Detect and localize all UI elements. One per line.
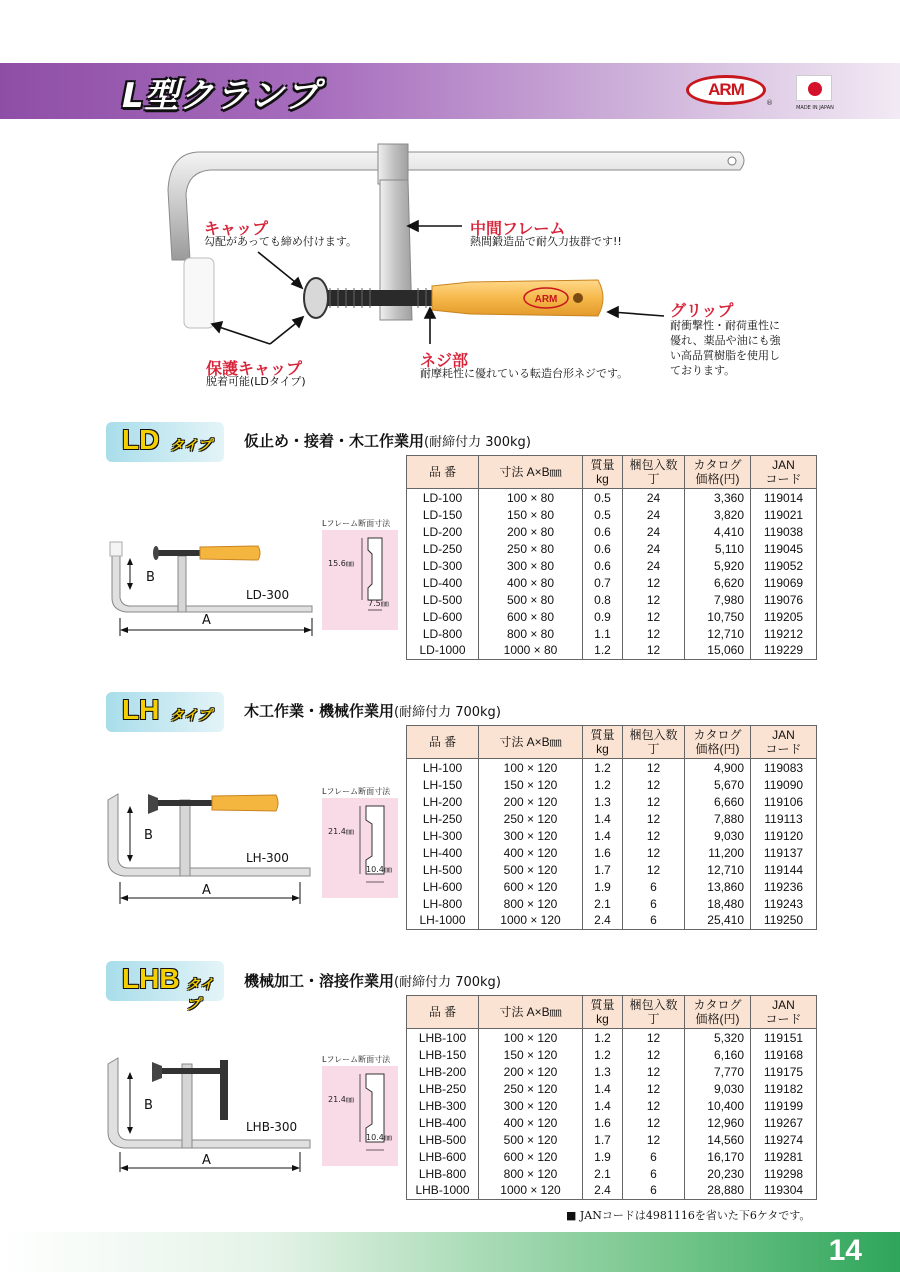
jan-cell: 119076 (751, 591, 817, 608)
part-no-cell: LH-400 (407, 844, 479, 861)
pack-cell: 24 (623, 540, 685, 557)
price-cell: 12,960 (685, 1114, 751, 1131)
weight-cell: 1.2 (583, 642, 623, 659)
part-no-cell: LD-1000 (407, 642, 479, 659)
part-no-cell: LHB-200 (407, 1063, 479, 1080)
part-no-cell: LHB-800 (407, 1165, 479, 1182)
cap-callout-title: キャップ (204, 219, 269, 238)
size-cell: 400 × 120 (479, 1114, 583, 1131)
pack-cell: 12 (623, 642, 685, 659)
table-row (407, 1131, 817, 1148)
japan-flag-icon (796, 75, 832, 101)
size-cell: 250 × 120 (479, 1080, 583, 1097)
jan-cell: 119052 (751, 557, 817, 574)
pack-cell: 12 (623, 776, 685, 793)
lhb-dim-b: B (144, 1098, 153, 1113)
pack-cell: 12 (623, 1046, 685, 1063)
size-cell: 100 × 120 (479, 1029, 583, 1047)
pack-cell: 6 (623, 895, 685, 912)
part-no-cell: LH-150 (407, 776, 479, 793)
header-band (0, 63, 900, 119)
weight-cell: 2.1 (583, 1165, 623, 1182)
weight-cell: 0.9 (583, 608, 623, 625)
jan-cell: 119069 (751, 574, 817, 591)
part-no-cell: LHB-1000 (407, 1182, 479, 1199)
pack-cell: 12 (623, 810, 685, 827)
pack-cell: 12 (623, 759, 685, 777)
table-row (407, 523, 817, 540)
lh-section-w: 10.4㎜ (366, 865, 392, 874)
part-no-cell: LD-500 (407, 591, 479, 608)
jan-cell: 119090 (751, 776, 817, 793)
pack-cell: 12 (623, 625, 685, 642)
size-cell: 200 × 120 (479, 1063, 583, 1080)
jan-cell: 119144 (751, 861, 817, 878)
weight-cell: 0.7 (583, 574, 623, 591)
price-cell: 12,710 (685, 861, 751, 878)
pack-cell: 6 (623, 1148, 685, 1165)
weight-cell: 1.6 (583, 1114, 623, 1131)
jan-cell: 119267 (751, 1114, 817, 1131)
price-cell: 25,410 (685, 912, 751, 929)
part-no-cell: LHB-400 (407, 1114, 479, 1131)
jan-cell: 119083 (751, 759, 817, 777)
jan-cell: 119304 (751, 1182, 817, 1199)
size-cell: 500 × 120 (479, 1131, 583, 1148)
jan-cell: 119243 (751, 895, 817, 912)
weight-cell: 1.9 (583, 878, 623, 895)
table-header-row: 品 番 寸法 A×B㎜ 質量 kg 梱包入数 丁 カタログ 価格(円) JAN コード (407, 996, 817, 1029)
weight-cell: 1.4 (583, 1080, 623, 1097)
part-no-cell: LH-250 (407, 810, 479, 827)
price-cell: 13,860 (685, 878, 751, 895)
table-row (407, 793, 817, 810)
jan-cell: 119182 (751, 1080, 817, 1097)
jan-cell: 119014 (751, 489, 817, 507)
table-row (407, 1114, 817, 1131)
cap-callout-desc: 勾配があっても締め付けます。 (204, 235, 358, 248)
table-row (407, 1097, 817, 1114)
jan-cell: 119038 (751, 523, 817, 540)
price-cell: 28,880 (685, 1182, 751, 1199)
ld-section-label: Lフレーム断面寸法 (322, 519, 391, 528)
jan-cell: 119199 (751, 1097, 817, 1114)
lhb-section-title: 機械加工・溶接作業用(耐締付力 700kg) (244, 972, 501, 990)
weight-cell: 1.4 (583, 827, 623, 844)
jan-cell: 119045 (751, 540, 817, 557)
ld-section-title: 仮止め・接着・木工作業用(耐締付力 300kg) (244, 432, 531, 450)
size-cell: 800 × 80 (479, 625, 583, 642)
table-row (407, 540, 817, 557)
table-row (407, 574, 817, 591)
weight-cell: 1.9 (583, 1148, 623, 1165)
part-no-cell: LD-300 (407, 557, 479, 574)
table-header-row: 品 番 寸法 A×B㎜ 質量 kg 梱包入数 丁 カタログ 価格(円) JAN コード (407, 456, 817, 489)
table-row (407, 861, 817, 878)
ld-model-label: LD-300 (246, 588, 290, 602)
part-no-cell: LD-250 (407, 540, 479, 557)
price-cell: 7,770 (685, 1063, 751, 1080)
price-cell: 18,480 (685, 895, 751, 912)
lh-model-label: LH-300 (246, 851, 289, 865)
price-cell: 5,670 (685, 776, 751, 793)
price-cell: 3,820 (685, 506, 751, 523)
jan-footnote: ■ JANコードは4981116を省いた下6ケタです。 (566, 1209, 811, 1222)
registered-mark: ® (766, 99, 773, 107)
size-cell: 1000 × 120 (479, 1182, 583, 1199)
part-no-cell: LD-400 (407, 574, 479, 591)
screw-callout-desc: 耐摩耗性に優れている転造台形ネジです。 (420, 367, 629, 380)
table-row (407, 912, 817, 929)
table-row (407, 625, 817, 642)
table-row (407, 1182, 817, 1199)
part-no-cell: LH-600 (407, 878, 479, 895)
part-no-cell: LH-500 (407, 861, 479, 878)
part-no-cell: LHB-600 (407, 1148, 479, 1165)
size-cell: 200 × 120 (479, 793, 583, 810)
weight-cell: 0.5 (583, 506, 623, 523)
weight-cell: 0.6 (583, 557, 623, 574)
size-cell: 150 × 80 (479, 506, 583, 523)
arm-logo: ARM (686, 75, 766, 105)
pack-cell: 6 (623, 878, 685, 895)
size-cell: 500 × 120 (479, 861, 583, 878)
price-cell: 15,060 (685, 642, 751, 659)
price-cell: 12,710 (685, 625, 751, 642)
pack-cell: 12 (623, 861, 685, 878)
price-cell: 5,110 (685, 540, 751, 557)
part-no-cell: LHB-500 (407, 1131, 479, 1148)
table-row (407, 878, 817, 895)
part-no-cell: LHB-250 (407, 1080, 479, 1097)
price-cell: 9,030 (685, 827, 751, 844)
lh-dim-a: A (202, 883, 211, 898)
weight-cell: 1.2 (583, 776, 623, 793)
price-cell: 5,920 (685, 557, 751, 574)
size-cell: 800 × 120 (479, 895, 583, 912)
table-row (407, 844, 817, 861)
part-no-cell: LHB-150 (407, 1046, 479, 1063)
jan-cell: 119113 (751, 810, 817, 827)
size-cell: 1000 × 120 (479, 912, 583, 929)
table-row (407, 1063, 817, 1080)
price-cell: 6,620 (685, 574, 751, 591)
pack-cell: 12 (623, 1080, 685, 1097)
lhb-model-label: LHB-300 (246, 1120, 298, 1134)
weight-cell: 1.4 (583, 1097, 623, 1114)
size-cell: 600 × 120 (479, 1148, 583, 1165)
price-cell: 4,410 (685, 523, 751, 540)
table-header-row: 品 番 寸法 A×B㎜ 質量 kg 梱包入数 丁 カタログ 価格(円) JAN コード (407, 726, 817, 759)
table-row (407, 895, 817, 912)
made-in-label: MADE IN JAPAN (796, 105, 834, 111)
table-row (407, 608, 817, 625)
size-cell: 100 × 120 (479, 759, 583, 777)
jan-cell: 119229 (751, 642, 817, 659)
price-cell: 4,900 (685, 759, 751, 777)
price-cell: 3,360 (685, 489, 751, 507)
size-cell: 300 × 120 (479, 1097, 583, 1114)
jan-cell: 119205 (751, 608, 817, 625)
part-no-cell: LH-300 (407, 827, 479, 844)
jan-cell: 119137 (751, 844, 817, 861)
price-cell: 16,170 (685, 1148, 751, 1165)
price-cell: 11,200 (685, 844, 751, 861)
jan-cell: 119120 (751, 827, 817, 844)
price-cell: 10,400 (685, 1097, 751, 1114)
jan-cell: 119274 (751, 1131, 817, 1148)
ld-dim-a: A (202, 613, 211, 628)
ld-spec-table (406, 455, 817, 660)
table-row (407, 1080, 817, 1097)
jan-cell: 119212 (751, 625, 817, 642)
lhb-cross-section (322, 1066, 398, 1166)
pack-cell: 24 (623, 489, 685, 507)
weight-cell: 1.2 (583, 1029, 623, 1047)
table-row (407, 557, 817, 574)
weight-cell: 2.4 (583, 1182, 623, 1199)
lhb-type-badge: LHB タイプ (106, 961, 224, 1001)
weight-cell: 1.2 (583, 1046, 623, 1063)
frame-callout-desc: 熱間鍛造品で耐久力抜群です!! (470, 235, 622, 248)
weight-cell: 0.6 (583, 540, 623, 557)
size-cell: 300 × 120 (479, 827, 583, 844)
table-row (407, 1029, 817, 1047)
pack-cell: 12 (623, 574, 685, 591)
size-cell: 500 × 80 (479, 591, 583, 608)
price-cell: 6,160 (685, 1046, 751, 1063)
table-row (407, 506, 817, 523)
weight-cell: 1.2 (583, 759, 623, 777)
size-cell: 600 × 120 (479, 878, 583, 895)
price-cell: 5,320 (685, 1029, 751, 1047)
ld-section-h: 15.6㎜ (328, 559, 354, 568)
size-cell: 400 × 80 (479, 574, 583, 591)
pack-cell: 12 (623, 1029, 685, 1047)
price-cell: 14,560 (685, 1131, 751, 1148)
lh-spec-table (406, 725, 817, 930)
lhb-section-w: 10.4㎜ (366, 1133, 392, 1142)
price-cell: 9,030 (685, 1080, 751, 1097)
page-title: L型クランプ (122, 76, 320, 116)
lhb-section-h: 21.4㎜ (328, 1095, 354, 1104)
grip-callout-desc: 耐衝撃性・耐荷重性に 優れ、薬品や油にも強 い高品質樹脂を使用し ております。 (670, 319, 781, 377)
lh-cross-section (322, 798, 398, 898)
weight-cell: 1.3 (583, 1063, 623, 1080)
pack-cell: 24 (623, 557, 685, 574)
jan-cell: 119168 (751, 1046, 817, 1063)
jan-cell: 119250 (751, 912, 817, 929)
weight-cell: 0.5 (583, 489, 623, 507)
part-no-cell: LH-100 (407, 759, 479, 777)
size-cell: 100 × 80 (479, 489, 583, 507)
lhb-section-label: Lフレーム断面寸法 (322, 1055, 391, 1064)
grip-callout-title: グリップ (670, 301, 734, 320)
table-row (407, 591, 817, 608)
size-cell: 150 × 120 (479, 776, 583, 793)
jan-cell: 119106 (751, 793, 817, 810)
table-row (407, 642, 817, 659)
protect-cap-callout-desc: 脱着可能(LDタイプ) (206, 375, 306, 388)
weight-cell: 2.1 (583, 895, 623, 912)
weight-cell: 0.6 (583, 523, 623, 540)
jan-cell: 119151 (751, 1029, 817, 1047)
lhb-dim-a: A (202, 1153, 211, 1168)
pack-cell: 12 (623, 591, 685, 608)
size-cell: 150 × 120 (479, 1046, 583, 1063)
table-row (407, 1148, 817, 1165)
footer-band (0, 1232, 900, 1272)
part-no-cell: LHB-100 (407, 1029, 479, 1047)
lh-section-label: Lフレーム断面寸法 (322, 787, 391, 796)
pack-cell: 12 (623, 827, 685, 844)
pack-cell: 6 (623, 1182, 685, 1199)
weight-cell: 1.7 (583, 1131, 623, 1148)
jan-cell: 119236 (751, 878, 817, 895)
part-no-cell: LHB-300 (407, 1097, 479, 1114)
price-cell: 6,660 (685, 793, 751, 810)
weight-cell: 0.8 (583, 591, 623, 608)
jan-cell: 119298 (751, 1165, 817, 1182)
jan-cell: 119021 (751, 506, 817, 523)
size-cell: 600 × 80 (479, 608, 583, 625)
ld-cross-section (322, 530, 398, 630)
frame-callout-title: 中間フレーム (470, 219, 566, 238)
part-no-cell: LD-150 (407, 506, 479, 523)
weight-cell: 1.6 (583, 844, 623, 861)
table-row (407, 1046, 817, 1063)
hero-clamp-illustration (0, 130, 900, 400)
pack-cell: 24 (623, 506, 685, 523)
pack-cell: 12 (623, 608, 685, 625)
pack-cell: 12 (623, 1063, 685, 1080)
table-row (407, 810, 817, 827)
weight-cell: 2.4 (583, 912, 623, 929)
price-cell: 7,880 (685, 810, 751, 827)
table-row (407, 1165, 817, 1182)
lh-section-h: 21.4㎜ (328, 827, 354, 836)
price-cell: 20,230 (685, 1165, 751, 1182)
size-cell: 300 × 80 (479, 557, 583, 574)
pack-cell: 12 (623, 1097, 685, 1114)
weight-cell: 1.4 (583, 810, 623, 827)
protect-cap-callout-title: 保護キャップ (206, 359, 303, 378)
table-row (407, 776, 817, 793)
part-no-cell: LD-600 (407, 608, 479, 625)
pack-cell: 6 (623, 912, 685, 929)
ld-type-badge: LD タイプ (106, 422, 224, 462)
weight-cell: 1.1 (583, 625, 623, 642)
page-number: 14 (828, 1234, 862, 1267)
size-cell: 1000 × 80 (479, 642, 583, 659)
part-no-cell: LD-100 (407, 489, 479, 507)
part-no-cell: LH-1000 (407, 912, 479, 929)
part-no-cell: LH-800 (407, 895, 479, 912)
screw-callout-title: ネジ部 (420, 351, 469, 370)
lh-dim-b: B (144, 828, 153, 843)
size-cell: 400 × 120 (479, 844, 583, 861)
lhb-spec-table (406, 995, 817, 1200)
lh-section-title: 木工作業・機械作業用(耐締付力 700kg) (244, 702, 501, 720)
size-cell: 800 × 120 (479, 1165, 583, 1182)
size-cell: 250 × 80 (479, 540, 583, 557)
part-no-cell: LD-800 (407, 625, 479, 642)
weight-cell: 1.7 (583, 861, 623, 878)
table-row (407, 489, 817, 507)
size-cell: 250 × 120 (479, 810, 583, 827)
part-no-cell: LD-200 (407, 523, 479, 540)
price-cell: 10,750 (685, 608, 751, 625)
lh-type-badge: LH タイプ (106, 692, 224, 732)
pack-cell: 24 (623, 523, 685, 540)
ld-dim-b: B (146, 570, 155, 585)
table-row (407, 759, 817, 777)
pack-cell: 12 (623, 1131, 685, 1148)
ld-section-w: 7.5㎜ (368, 599, 389, 608)
part-no-cell: LH-200 (407, 793, 479, 810)
svg-text:ARM: ARM (534, 294, 558, 305)
table-row (407, 827, 817, 844)
pack-cell: 12 (623, 1114, 685, 1131)
pack-cell: 12 (623, 793, 685, 810)
pack-cell: 6 (623, 1165, 685, 1182)
pack-cell: 12 (623, 844, 685, 861)
jan-cell: 119175 (751, 1063, 817, 1080)
jan-cell: 119281 (751, 1148, 817, 1165)
size-cell: 200 × 80 (479, 523, 583, 540)
price-cell: 7,980 (685, 591, 751, 608)
weight-cell: 1.3 (583, 793, 623, 810)
